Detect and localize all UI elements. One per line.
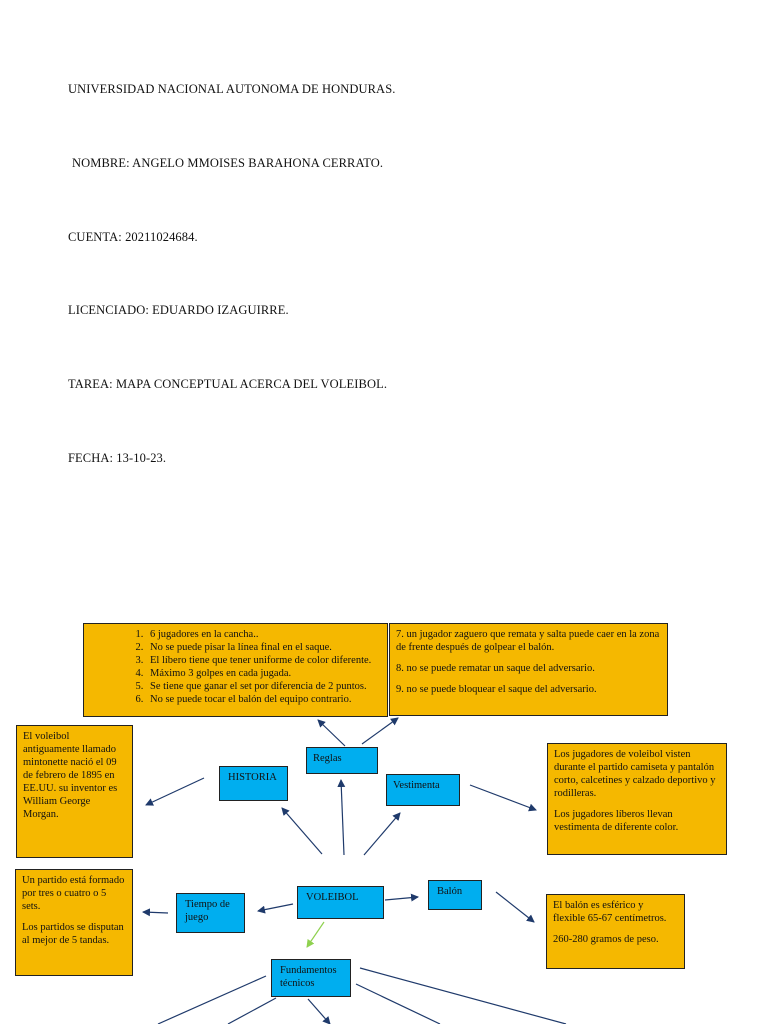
time-text-1: Un partido está formado por tres o cuatro o 5 sets. bbox=[22, 875, 125, 912]
arrow-voleibol-to-vestimenta bbox=[364, 813, 400, 855]
clothing-text-1: Los jugadores de voleibol visten durante el partido camiseta y pantalón corto, calcetines y calzado deportivo y rodilleras. bbox=[554, 749, 716, 799]
node-reglas: Reglas bbox=[306, 747, 378, 774]
time-text-2: Los partidos se disputan al mejor de 5 tandas. bbox=[22, 922, 124, 946]
ball-text-2: 260-280 gramos de peso. bbox=[553, 934, 659, 945]
arrow-vestimenta-to-text bbox=[470, 785, 536, 810]
arrow-voleibol-to-reglas bbox=[341, 780, 344, 855]
date-line: FECHA: 13-10-23. bbox=[68, 451, 167, 465]
arrow-voleibol-to-fundamentos bbox=[307, 922, 324, 947]
ball-text-1: El balón es esférico y flexible 65-67 centímetros. bbox=[553, 900, 667, 924]
list-item: 5. Se tiene que ganar el set por diferencia de 2 puntos. bbox=[146, 680, 381, 693]
clothing-text-box bbox=[547, 743, 727, 855]
time-text-box bbox=[15, 869, 133, 976]
arrow-voleibol-to-historia bbox=[282, 808, 322, 854]
arrow-historia-to-text bbox=[146, 778, 204, 805]
arrow-fundamentos-2 bbox=[228, 998, 276, 1024]
arrow-balon-to-text bbox=[496, 892, 534, 922]
node-tiempo-de-juego: Tiempo de juego bbox=[176, 893, 245, 933]
arrow-voleibol-to-balon bbox=[385, 897, 418, 900]
ball-text-box bbox=[546, 894, 685, 969]
arrow-fundamentos-4 bbox=[356, 984, 440, 1024]
node-balon: Balón bbox=[428, 880, 482, 910]
node-voleibol: VOLEIBOL bbox=[297, 886, 384, 919]
rule-7: 7. un jugador zaguero que remata y salta puede caer en la zona de frente después de golpear el balón. bbox=[396, 629, 660, 653]
arrow-reglas-to-extra bbox=[362, 718, 398, 744]
student-name-line: NOMBRE: ANGELO MMOISES BARAHONA CERRATO. bbox=[72, 156, 384, 170]
list-item: 2. No se puede pisar la línea final en el saque. bbox=[146, 641, 381, 654]
arrow-voleibol-to-tiempo bbox=[258, 904, 293, 911]
node-vestimenta: Vestimenta bbox=[386, 774, 460, 806]
arrow-fundamentos-5 bbox=[360, 968, 566, 1024]
history-text: El voleibol antiguamente llamado mintonette nació el 09 de febrero de 1895 en EE.UU. su inventor es William George Morgan. bbox=[23, 731, 118, 820]
list-item: 3. El líbero tiene que tener uniforme de color diferente. bbox=[146, 654, 381, 667]
arrow-tiempo-to-text bbox=[143, 912, 168, 913]
node-historia: HISTORIA bbox=[219, 766, 288, 801]
rules-list-box bbox=[83, 623, 388, 717]
rules-extra-box bbox=[389, 623, 668, 716]
rule-8: 8. no se puede rematar un saque del adversario. bbox=[396, 663, 595, 674]
node-fundamentos-tecnicos: Fundamentos técnicos bbox=[271, 959, 351, 997]
clothing-text-2: Los jugadores líberos llevan vestimenta de diferente color. bbox=[554, 809, 679, 833]
arrow-fundamentos-1 bbox=[158, 976, 266, 1024]
teacher-line: LICENCIADO: EDUARDO IZAGUIRRE. bbox=[68, 303, 289, 317]
rule-9: 9. no se puede bloquear el saque del adversario. bbox=[396, 684, 597, 695]
list-item: 1. 6 jugadores en la cancha.. bbox=[146, 628, 381, 641]
university-line: UNIVERSIDAD NACIONAL AUTONOMA DE HONDURAS. bbox=[68, 82, 396, 96]
task-line: TAREA: MAPA CONCEPTUAL ACERCA DEL VOLEIBOL. bbox=[68, 377, 388, 391]
rules-list bbox=[90, 628, 381, 706]
arrow-fundamentos-3 bbox=[308, 999, 330, 1024]
list-item: 4. Máximo 3 golpes en cada jugada. bbox=[146, 667, 381, 680]
history-text-box bbox=[16, 725, 133, 858]
account-line: CUENTA: 20211024684. bbox=[68, 230, 198, 244]
list-item: 6. No se puede tocar el balón del equipo contrario. bbox=[146, 693, 381, 706]
arrow-reglas-to-rules bbox=[318, 720, 345, 746]
